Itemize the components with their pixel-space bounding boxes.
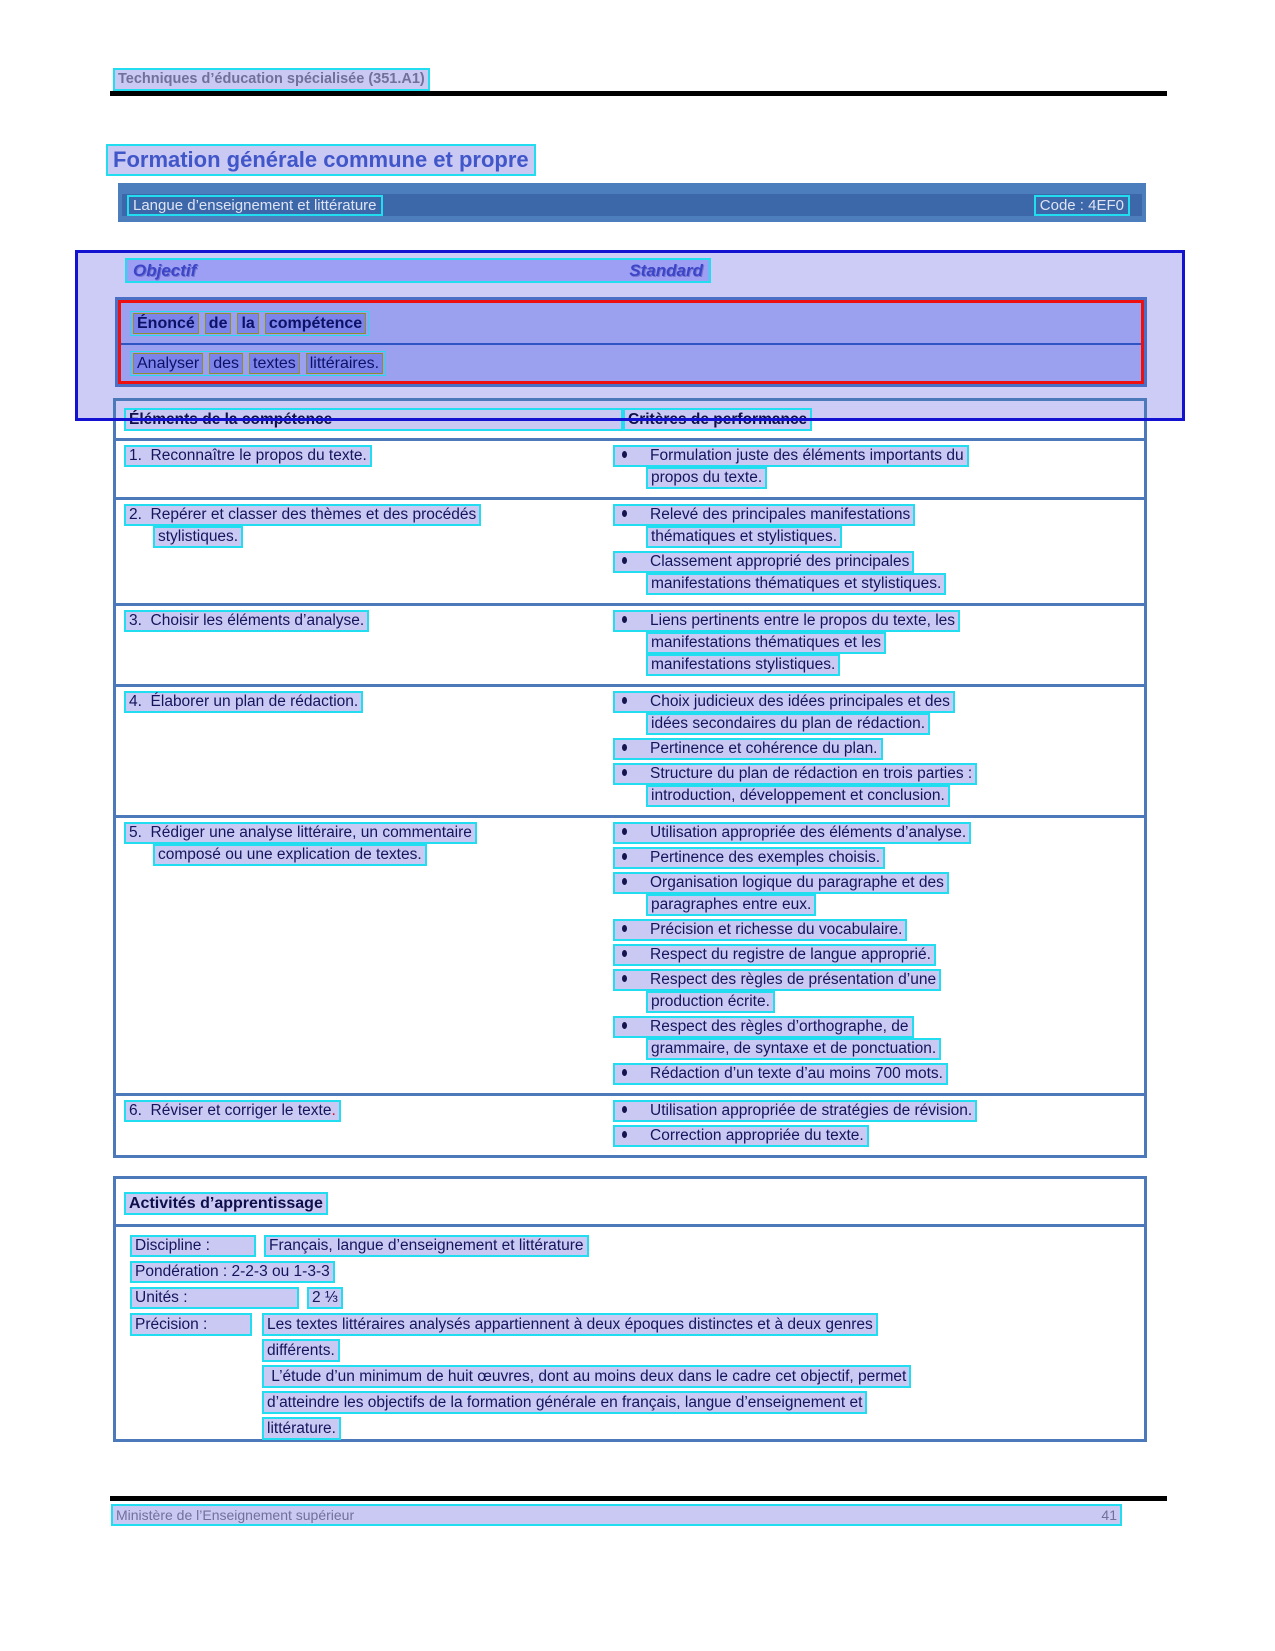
bullet-icon — [622, 557, 627, 564]
criteria-bullet: Pertinence et cohérence du plan. — [613, 738, 1144, 760]
element-item: 1. Reconnaître le propos du texte. — [116, 445, 613, 492]
bullet-icon — [622, 616, 627, 623]
field-precision — [130, 1313, 1144, 1443]
criteria-bullet: Correction appropriée du texte. — [613, 1125, 1144, 1147]
bullet-icon — [622, 451, 627, 458]
criteria-list — [613, 822, 1144, 1088]
unites-label: Unités : — [130, 1287, 299, 1309]
competence-statement-text: Analyser des textes littéraires. — [121, 343, 1141, 381]
criteria-bullet: Utilisation appropriée de stratégies de révision. — [613, 1100, 1144, 1122]
objectif-heading: Objectif — [133, 260, 197, 280]
criteria-list — [613, 504, 1144, 598]
table-row — [116, 1093, 1144, 1155]
element-item: 5. Rédiger une analyse littéraire, un commentaire composé ou une explication de textes. — [116, 822, 613, 1088]
footer-ministry: Ministère de l’Enseignement supérieur — [116, 1507, 355, 1523]
activities-title-row — [116, 1179, 1144, 1227]
bullet-icon — [622, 769, 627, 776]
criteria-list — [613, 691, 1144, 810]
table-row — [116, 438, 1144, 497]
precision-label: Précision : — [130, 1313, 252, 1336]
field-ponderation — [130, 1261, 1144, 1287]
element-item: 2. Repérer et classer des thèmes et des procédés stylistiques. — [116, 504, 613, 598]
criteria-bullet: Précision et richesse du vocabulaire. — [613, 919, 1144, 941]
bullet-icon — [622, 510, 627, 517]
running-header — [113, 68, 430, 91]
page-number: 41 — [1101, 1507, 1117, 1523]
discipline-label: Discipline : — [130, 1235, 256, 1257]
bullet-icon — [622, 975, 627, 982]
table-row — [116, 603, 1144, 684]
precision-value: Les textes littéraires analysés appartiennent à deux époques distinctes et à deux genres différents. L’étude d’un minimum de huit œuvres, dont au moins deux dans le cadre cet objectif, permet d’atteindre les objectifs de la formation générale en français, langue d’enseignement et littérature. — [262, 1313, 1144, 1443]
bullet-icon — [622, 828, 627, 835]
course-code: Code : 4EF0 — [1034, 195, 1130, 216]
learning-activities-box — [113, 1176, 1147, 1442]
bullet-icon — [622, 697, 627, 704]
competence-statement-red-frame — [118, 300, 1144, 384]
standard-heading: Standard — [629, 260, 703, 280]
competence-statement-box — [115, 297, 1147, 387]
bullet-icon — [622, 925, 627, 932]
bullet-icon — [622, 1106, 627, 1113]
bullet-icon — [622, 853, 627, 860]
activities-title: Activités d’apprentissage — [124, 1192, 328, 1215]
criteria-bullet: Respect du registre de langue approprié. — [613, 944, 1144, 966]
criteria-bullet: Utilisation appropriée des éléments d’analyse. — [613, 822, 1144, 844]
criteria-list — [613, 445, 1144, 492]
header-rule — [110, 91, 1167, 96]
footer — [111, 1504, 1122, 1526]
criteria-bullet: Choix judicieux des idées principales et des idées secondaires du plan de rédaction. — [613, 691, 1144, 735]
table-row — [116, 497, 1144, 603]
criteria-bullet: Structure du plan de rédaction en trois parties : introduction, développement et conclusion. — [613, 763, 1144, 807]
ponderation-text: Pondération : 2-2-3 ou 1-3-3 — [130, 1261, 335, 1283]
footer-rule — [110, 1496, 1167, 1501]
unites-value: 2 ⅓ — [307, 1287, 343, 1309]
element-item: 6. Réviser et corriger le texte. — [116, 1100, 613, 1150]
criteria-list — [613, 1100, 1144, 1150]
bullet-icon — [622, 1069, 627, 1076]
competence-table — [113, 398, 1147, 1158]
bullet-icon — [622, 878, 627, 885]
criteria-bullet: Liens pertinents entre le propos du texte, les manifestations thématiques et les manifestations stylistiques. — [613, 610, 1144, 676]
criteria-bullet: Classement approprié des principales manifestations thématiques et stylistiques. — [613, 551, 1144, 595]
criteria-bullet: Formulation juste des éléments importants du propos du texte. — [613, 445, 1144, 489]
activities-body — [116, 1227, 1144, 1443]
program-title: Techniques d’éducation spécialisée (351.A1) — [113, 68, 430, 91]
criteria-bullet: Organisation logique du paragraphe et des paragraphes entre eux. — [613, 872, 1144, 916]
red-period: . — [331, 1102, 336, 1119]
element-item: 3. Choisir les éléments d’analyse. — [116, 610, 613, 679]
selection-overlay-bottom-border — [75, 418, 1185, 421]
element-item: 4. Élaborer un plan de rédaction. — [116, 691, 613, 810]
competence-statement-title: Énoncé de la compétence — [121, 303, 1141, 343]
course-name: Langue d’enseignement et littérature — [127, 195, 383, 216]
course-banner — [118, 183, 1146, 222]
field-unites — [130, 1287, 1144, 1313]
field-discipline — [130, 1235, 1144, 1261]
bullet-icon — [622, 744, 627, 751]
criteria-bullet: Respect des règles de présentation d’une production écrite. — [613, 969, 1144, 1013]
course-banner-inner — [122, 194, 1142, 216]
objectif-standard-bar — [125, 258, 711, 283]
bullet-icon — [622, 1022, 627, 1029]
bullet-icon — [622, 1131, 627, 1138]
table-row — [116, 684, 1144, 815]
criteria-list — [613, 610, 1144, 679]
criteria-bullet: Pertinence des exemples choisis. — [613, 847, 1144, 869]
discipline-value: Français, langue d’enseignement et littérature — [264, 1235, 589, 1257]
criteria-bullet: Relevé des principales manifestations thématiques et stylistiques. — [613, 504, 1144, 548]
page-title: Formation générale commune et propre — [106, 144, 536, 176]
criteria-bullet: Rédaction d’un texte d’au moins 700 mots. — [613, 1063, 1144, 1085]
table-row — [116, 815, 1144, 1093]
criteria-bullet: Respect des règles d’orthographe, de grammaire, de syntaxe et de ponctuation. — [613, 1016, 1144, 1060]
bullet-icon — [622, 950, 627, 957]
